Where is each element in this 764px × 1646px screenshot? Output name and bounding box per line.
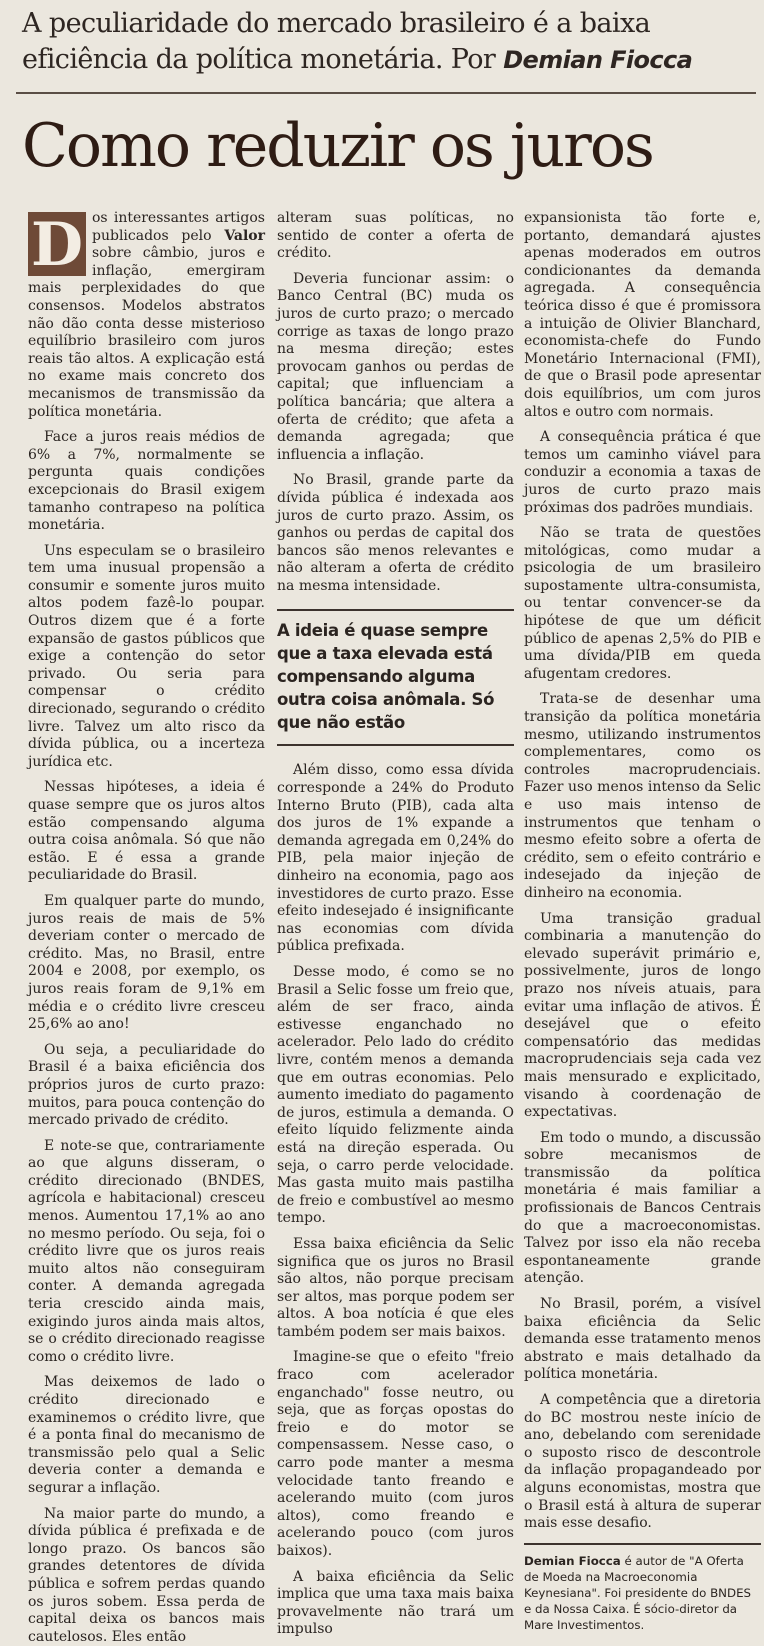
paragraph: expansionista tão forte e, portanto, demandará ajustes apenas moderados em outros condicionantes da demanda agregada. A consequência teórica disso é que é promissora a intuição de Olivier Blanchard, economista-chefe do Fundo Monetário Internacional (FMI), de que o Brasil pode apresentar dois equilíbrios, um com juros altos e outro com normais. xyxy=(524,210,761,420)
paragraph: Uns especulam se o brasileiro tem uma inusual propensão a consumir e somente juros muito altos podem fazê-lo poupar. Outros dizem que é a forte expansão de gastos públicos que exige a contenção do setor privado. Ou seria para compensar o crédito direcionado, segurando o crédito livre. Talvez um alto risco da dívida pública, ou a incerteza jurídica etc. xyxy=(28,542,265,770)
paragraph: Deveria funcionar assim: o Banco Central (BC) muda os juros de curto prazo; o mercado corrige as taxas de longo prazo na mesma direção; estes provocam ganhos ou perdas de capital; que influenciam a política bancária; que altera a oferta de crédito; que afeta a demanda agregada; que influencia a inflação. xyxy=(277,270,514,463)
paragraph: Em todo o mundo, a discussão sobre mecanismos de transmissão da política monetária é mais familiar a profissionais de Bancos Centrais do que a macroeconomistas. Talvez por isso ela não receba espontaneamente grande atenção. xyxy=(524,1129,761,1287)
deck-text: A peculiaridade do mercado brasileiro é a baixa eficiência da política monetária. Por xyxy=(22,8,651,75)
headline: Como reduzir os juros xyxy=(22,111,653,181)
paragraph: A baixa eficiência da Selic implica que uma taxa mais baixa provavelmente não trará um impulso xyxy=(277,1568,514,1638)
paragraph: Trata-se de desenhar uma transição da política monetária mesmo, utilizando instrumentos complementares, como os controles macroprudenciais. Fazer uso menos intenso da Selic e uso mais intenso de instrumentos que tenham o mesmo efeito sobre a oferta de crédito, sem o efeito contrário e indesejado da injeção de dinheiro na economia. xyxy=(524,691,761,901)
column-3 xyxy=(524,210,761,1633)
paragraph: No Brasil, porém, a visível baixa eficiência da Selic demanda esse tratamento menos abstrato e mais detalhado da política monetária. xyxy=(524,1296,761,1383)
paragraph: Além disso, como essa dívida corresponde a 24% do Produto Interno Bruto (PIB), cada alta dos juros de 1% expande a demanda agregada em 0,24% do PIB, pela maior injeção de dinheiro na economia, pago aos investidores de curto prazo. Esse efeito indesejado é insignificante nas economias com dívida pública prefixada. xyxy=(277,762,514,955)
pull-quote-box xyxy=(277,609,514,746)
paragraph: Ou seja, a peculiaridade do Brasil é a baixa eficiência dos próprios juros de curto prazo: muitos, para pouca contenção do mercado privado de crédito. xyxy=(28,1041,265,1129)
paragraph: A consequência prática é que temos um caminho viável para conduzir a economia a taxas de juros de curto prazo mais próximas dos padrões mundiais. xyxy=(524,429,761,516)
bio-divider xyxy=(524,1543,761,1545)
column-2 xyxy=(277,210,514,1639)
paragraph: Não se trata de questões mitológicas, como mudar a psicologia de um brasileiro supostamente ultra-consumista, ou tentar convencer-se da hipótese de que um déficit público de apenas 2,5% do PIB e uma dívida/PIB em queda afugentam credores. xyxy=(524,525,761,682)
paragraph: A competência que a diretoria do BC mostrou neste início de ano, debelando com serenidade o suposto risco de descontrole da inflação propagandeado por alguns economistas, mostra que o Brasil está à altura de superar mais esse desafio. xyxy=(524,1392,761,1532)
paragraph: Desse modo, é como se no Brasil a Selic fosse um freio que, além de ser fraco, ainda estivesse enganchado no acelerador. Pelo lado do crédito livre, contém menos a demanda que em outras economias. Pelo aumento imediato do pagamento de juros, estimula a demanda. O efeito líquido felizmente ainda está na direção esperada. Ou seja, o carro perde velocidade. Mas gasta muito mais pastilha de freio e combustível ao mesmo tempo. xyxy=(277,964,514,1227)
paragraph: Na maior parte do mundo, a dívida pública é prefixada e de longo prazo. Os bancos são grandes detentores de dívida pública e sofrem perdas quando os juros sobem. Essa perda de capital deixa os bancos mais cautelosos. Eles então xyxy=(28,1505,265,1645)
deck-author: Demian Fiocca xyxy=(503,46,693,74)
newspaper-name: Valor xyxy=(224,227,265,244)
paragraph: alteram suas políticas, no sentido de conter a oferta de crédito. xyxy=(277,210,514,262)
drop-cap: D xyxy=(28,212,86,276)
paragraph: Uma transição gradual combinaria a manutenção do elevado superávit primário e, possivelmente, juros de longo prazo nos níveis atuais, para evitar uma inflação de ativos. É desejável que o efeito compensatório das medidas macroprudenciais seja cada vez mais mensurado e explicitado, visando à coordenação de expectativas. xyxy=(524,910,761,1121)
paragraph: No Brasil, grande parte da dívida pública é indexada aos juros de curto prazo. Assim, os ganhos ou perdas de capital dos bancos são menos relevantes e não alteram a oferta de crédito na mesma intensidade. xyxy=(277,472,514,594)
author-bio xyxy=(524,1553,761,1633)
bio-author-name: Demian Fiocca xyxy=(524,1553,621,1568)
article-deck xyxy=(22,6,757,78)
bio-text: é autor de "A Oferta de Moeda na Macroeconomia Keynesiana". Foi presidente do BNDES e da Nossa Caixa. É sócio-diretor da Mare Investimentos. xyxy=(524,1553,752,1632)
header-divider xyxy=(16,92,756,94)
paragraph: Imagine-se que o efeito "freio fraco com acelerador enganchado" fosse neutro, ou seja, que as forças opostas do freio e do motor se compensassem. Nesse caso, o carro pode manter a mesma velocidade tanto freando e acelerando muito (com juros altos), como freando e acelerando pouco (com juros baixos). xyxy=(277,1349,514,1559)
paragraph: Face a juros reais médios de 6% a 7%, normalmente se pergunta quais condições excepcionais do Brasil exigem tamanho contrapeso na política monetária. xyxy=(28,429,265,534)
paragraph: Mas deixemos de lado o crédito direcionado e examinemos o crédito livre, que é a ponta final do mecanismo de transmissão pelo qual a Selic deveria conter a demanda e segurar a inflação. xyxy=(28,1374,265,1496)
paragraph: Em qualquer parte do mundo, juros reais de mais de 5% deveriam conter o mercado de crédito. Mas, no Brasil, entre 2004 e 2008, por exemplo, os juros reais foram de 9,1% em média e o crédito livre cresceu 25,6% ao ano! xyxy=(28,892,265,1033)
column-1 xyxy=(28,210,265,1646)
paragraph: D os interessantes artigos publicados pelo Valor sobre câmbio, juros e inflação, emergiram mais perplexidades do que consensos. Modelos abstratos não dão conta desse misterioso equilíbrio brasileiro com juros reais tão altos. A explicação está no exame mais concreto dos mecanismos de transmissão da política monetária. xyxy=(28,210,265,420)
paragraph: E note-se que, contrariamente ao que alguns disseram, o crédito direcionado (BNDES, agrícola e habitacional) cresceu menos. Aumentou 17,1% ao ano no mesmo período. Ou seja, foi o crédito livre que os juros reais muito altos não conseguiram conter. A demanda agregada teria crescido ainda mais, exigindo juros ainda mais altos, se o crédito direcionado reagisse como o crédito livre. xyxy=(28,1137,265,1365)
paragraph: Nessas hipóteses, a ideia é quase sempre que os juros altos estão compensando alguma outra coisa anômala. Só que não estão. E é essa a grande peculiaridade do Brasil. xyxy=(28,779,265,884)
pull-quote: A ideia é quase sempre que a taxa elevada está compensando alguma outra coisa anômala. Só que não estão xyxy=(277,621,495,733)
paragraph: Essa baixa eficiência da Selic significa que os juros no Brasil são altos, não porque precisam ser altos, mas porque podem ser altos. A boa notícia é que eles também podem ser mais baixos. xyxy=(277,1235,514,1340)
